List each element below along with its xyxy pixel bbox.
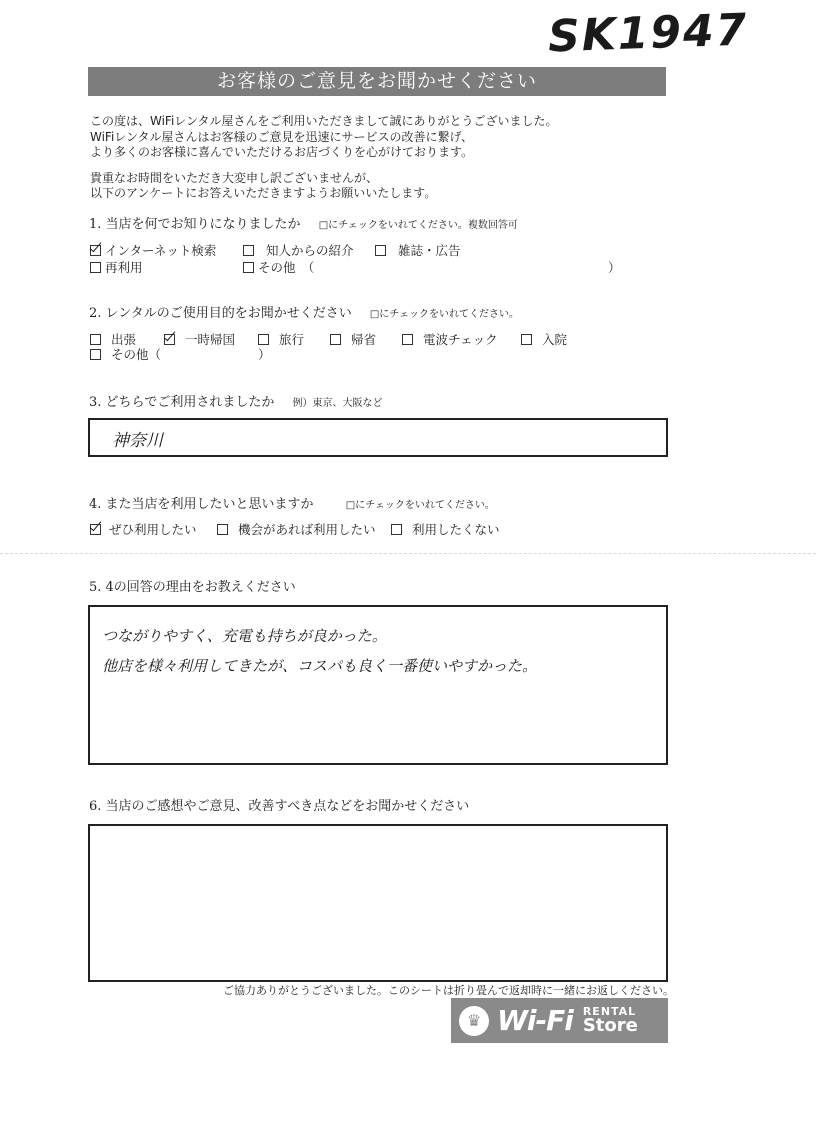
checkbox-icon[interactable] — [90, 349, 101, 360]
q2-option-label: 一時帰国 — [185, 332, 236, 347]
q2-option-label: 帰省 — [351, 332, 377, 347]
q4-heading — [89, 493, 495, 512]
crown-icon: ♛ — [459, 1006, 489, 1036]
q4-option-label: 利用したくない — [412, 522, 500, 537]
q2-option-label: その他（ — [111, 347, 162, 362]
q1-option-reuse[interactable] — [90, 258, 143, 276]
q1-option-label: 雑誌・広告 — [398, 243, 461, 258]
checkbox-icon[interactable] — [521, 334, 532, 345]
q2-heading-text: 2. レンタルのご使用目的をお聞かせください — [89, 306, 352, 321]
q1-option-label: インターネット検索 — [105, 243, 217, 258]
q4-option-if-chance[interactable] — [217, 520, 376, 538]
survey-title: お客様のご意見をお聞かせください — [88, 67, 666, 96]
q3-answer-field[interactable] — [88, 418, 668, 457]
checkbox-checked-icon[interactable] — [164, 334, 175, 345]
footer-note: ご協力ありがとうございました。このシートは折り畳んで返却時に一緒にお返しください。 — [223, 984, 674, 997]
intro-line-2: WiFiレンタル屋さんはお客様のご意見を迅速にサービスの改善に繋げ、 — [90, 130, 474, 144]
q4-option-no[interactable] — [391, 520, 500, 538]
q3-heading-text: 3. どちらでご利用されましたか — [89, 395, 275, 410]
checkbox-icon[interactable] — [217, 524, 228, 535]
q1-option-label: その他 （ — [258, 260, 315, 275]
q2-option-label: 入院 — [542, 332, 568, 347]
q3-answer-text: 神奈川 — [112, 431, 163, 451]
checkbox-icon[interactable] — [90, 262, 101, 273]
logo-wifi-text: Wi-Fi — [497, 1004, 573, 1037]
q1-option-other[interactable] — [243, 258, 314, 276]
intro-line-3: より多くのお客様に喜んでいただけるお店づくりを心がけております。 — [90, 145, 474, 159]
intro-line-4: 貴重なお時間をいただき大変申し訳ございませんが、 — [90, 171, 379, 185]
q2-option-other[interactable] — [90, 345, 161, 363]
q5-answer-line-1: つながりやすく、充電も持ちが良かった。 — [102, 627, 387, 645]
q1-option-label: 知人からの紹介 — [266, 243, 354, 258]
q3-heading — [89, 391, 383, 410]
q1-heading — [89, 213, 518, 232]
checkbox-icon[interactable] — [330, 334, 341, 345]
q1-option-label: 再利用 — [105, 260, 143, 275]
checkbox-icon[interactable] — [402, 334, 413, 345]
q1-option-referral[interactable] — [243, 241, 354, 259]
q2-option-signal-check[interactable] — [402, 330, 498, 348]
wifi-rental-store-logo — [451, 998, 668, 1043]
checkbox-icon[interactable] — [90, 334, 101, 345]
q4-option-label: 機会があれば利用したい — [238, 522, 376, 537]
q2-other-close: ） — [258, 347, 271, 362]
q2-option-hospital[interactable] — [521, 330, 567, 348]
q2-option-homecoming[interactable] — [330, 330, 376, 348]
q1-heading-text: 1. 当店を何でお知りになりましたか — [89, 217, 301, 232]
q2-option-label: 出張 — [111, 332, 137, 347]
q6-heading: 6. 当店のご感想やご意見、改善すべき点などをお聞かせください — [89, 799, 470, 814]
q2-option-temp-return[interactable] — [164, 330, 235, 348]
q2-heading — [89, 302, 519, 321]
q6-answer-field[interactable] — [88, 824, 668, 982]
document-id: SK1947 — [547, 4, 750, 63]
q3-note: 例）東京、大阪など — [292, 398, 383, 409]
q1-other-close: ） — [608, 260, 621, 275]
q1-note: □にチェックをいれてください。複数回答可 — [318, 220, 518, 231]
q5-heading: 5. 4の回答の理由をお教えください — [89, 580, 296, 595]
q2-note: □にチェックをいれてください。 — [369, 309, 519, 320]
checkbox-icon[interactable] — [243, 245, 254, 256]
checkbox-checked-icon[interactable] — [90, 524, 101, 535]
checkbox-checked-icon[interactable] — [90, 245, 101, 256]
logo-store-text: Store — [582, 1015, 638, 1036]
q5-answer-line-2: 他店を様々利用してきたが、コスパも良く一番使いやすかった。 — [102, 657, 538, 675]
q2-option-label: 旅行 — [279, 332, 305, 347]
q4-note: □にチェックをいれてください。 — [345, 500, 495, 511]
logo-rental-text: RENTAL — [582, 1005, 637, 1018]
fold-line — [0, 553, 816, 554]
checkbox-icon[interactable] — [258, 334, 269, 345]
q1-option-magazine[interactable] — [375, 241, 461, 259]
checkbox-icon[interactable] — [243, 262, 254, 273]
logo-subtext — [583, 1006, 638, 1035]
q4-option-definitely[interactable] — [90, 520, 197, 538]
q5-answer-field[interactable] — [88, 605, 668, 765]
intro-line-5: 以下のアンケートにお答えいただきますようお願いいたします。 — [90, 186, 437, 200]
q4-heading-text: 4. また当店を利用したいと思いますか — [89, 497, 314, 512]
intro-line-1: この度は、WiFiレンタル屋さんをご利用いただきまして誠にありがとうございました。 — [90, 114, 558, 128]
checkbox-icon[interactable] — [375, 245, 386, 256]
q4-option-label: ぜひ利用したい — [109, 522, 197, 537]
q2-option-label: 電波チェック — [423, 332, 498, 347]
q1-option-internet[interactable] — [90, 241, 216, 259]
checkbox-icon[interactable] — [391, 524, 402, 535]
